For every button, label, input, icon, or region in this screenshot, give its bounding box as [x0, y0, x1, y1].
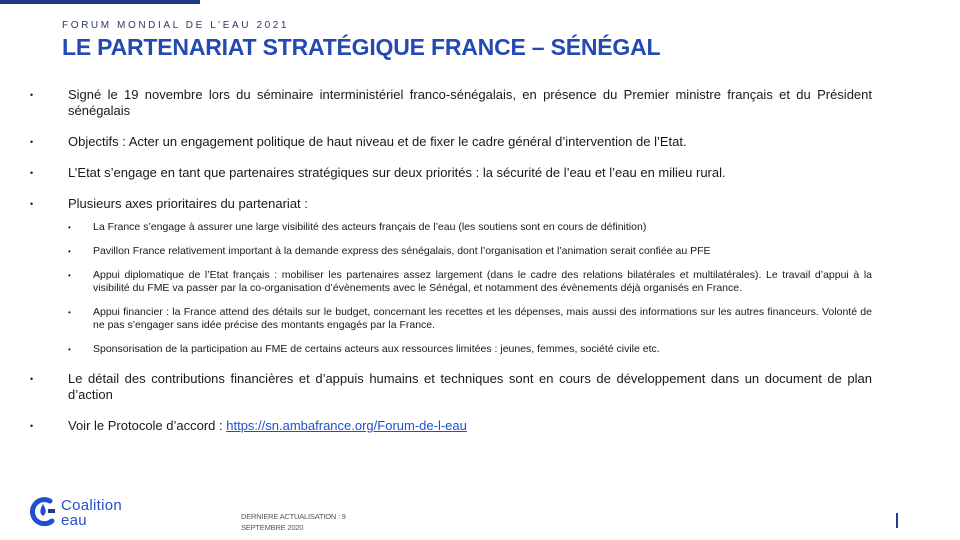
- bullet-marker: •: [68, 308, 71, 317]
- page-marker: [896, 513, 898, 528]
- sub-bullet-text: La France s’engage à assurer une large visibilité des acteurs français de l’eau (les soutiens sont en cours de définition): [93, 221, 647, 233]
- sub-list-item: [68, 306, 872, 332]
- protocol-link[interactable]: https://sn.ambafrance.org/Forum-de-l-eau: [226, 418, 467, 433]
- bullet-marker: •: [68, 247, 71, 256]
- bullet-marker: •: [30, 199, 34, 209]
- list-item: [30, 196, 872, 356]
- page-title: LE PARTENARIAT STRATÉGIQUE FRANCE – SÉNÉGAL: [62, 34, 661, 60]
- update-line-2: SEPTEMBRE 2020: [241, 523, 304, 532]
- bullet-text: Le détail des contributions financières et d’appuis humains et techniques sont en cours de développement dans un document de plan d’action: [68, 371, 872, 402]
- sub-bullet-list: [68, 221, 872, 356]
- bullet-text: L’Etat s’engage en tant que partenaires stratégiques sur deux priorités : la sécurité de l’eau et l’eau en milieu rural.: [68, 165, 726, 180]
- header-kicker: FORUM MONDIAL DE L’EAU 2021: [62, 20, 290, 31]
- bullet-marker: •: [30, 137, 34, 147]
- bullet-marker: •: [68, 271, 71, 280]
- sub-list-item: [68, 221, 872, 234]
- logo-text-eau: eau: [61, 512, 87, 529]
- sub-list-item: [68, 269, 872, 295]
- bullet-marker: •: [30, 421, 34, 431]
- bullet-marker: •: [68, 223, 71, 232]
- bullet-marker: •: [30, 90, 34, 100]
- list-item: [30, 134, 872, 150]
- coalition-eau-logo[interactable]: [28, 495, 148, 531]
- bullet-text: Plusieurs axes prioritaires du partenariat :: [68, 196, 308, 211]
- bullet-text: Objectifs : Acter un engagement politique de haut niveau et de fixer le cadre général d’intervention de l’Etat.: [68, 134, 687, 149]
- sub-bullet-text: Appui financier : la France attend des détails sur le budget, concernant les recettes et les dépenses, mais aussi des informations sur les autres financeurs. Volonté de ne pas s’engager sans idée précise des montants engagés par la France.: [93, 306, 872, 331]
- main-bullet-list: [30, 87, 872, 449]
- sub-list-item: [68, 245, 872, 258]
- list-item: [30, 87, 872, 119]
- bullet-marker: •: [30, 168, 34, 178]
- logo-text-coalition: Coalition: [61, 497, 123, 514]
- sub-bullet-text: Sponsorisation de la participation au FME de certains acteurs aux ressources limitées : jeunes, femmes, société civile etc.: [93, 343, 660, 355]
- sub-list-item: [68, 343, 872, 356]
- sub-bullet-text: Appui diplomatique de l’Etat français : mobiliser les partenaires assez largement (dans le cadre des relations bilatérales et multilatérales). Le travail d’appui à la visibilité du FME va passer par la co-organisation d’évènements avec le Sénégal, et notamment des évènements déjà organisés en France.: [93, 269, 872, 294]
- last-update-note: [241, 511, 346, 533]
- list-item: [30, 371, 872, 403]
- coalition-eau-logo-icon: [28, 495, 58, 529]
- bullet-text: Signé le 19 novembre lors du séminaire interministériel franco-sénégalais, en présence du Premier ministre français et du Président sénégalais: [68, 87, 872, 118]
- list-item: [30, 165, 872, 181]
- top-accent-bar: [0, 0, 200, 4]
- bullet-marker: •: [68, 345, 71, 354]
- sub-bullet-text: Pavillon France relativement important à la demande express des sénégalais, dont l’organisation et l’animation serait confiée au PFE: [93, 245, 711, 257]
- bullet-marker: •: [30, 374, 34, 384]
- list-item: [30, 418, 872, 434]
- update-line-1: DERNIERE ACTUALISATION : 9: [241, 512, 346, 521]
- protocol-label: Voir le Protocole d’accord :: [68, 418, 227, 433]
